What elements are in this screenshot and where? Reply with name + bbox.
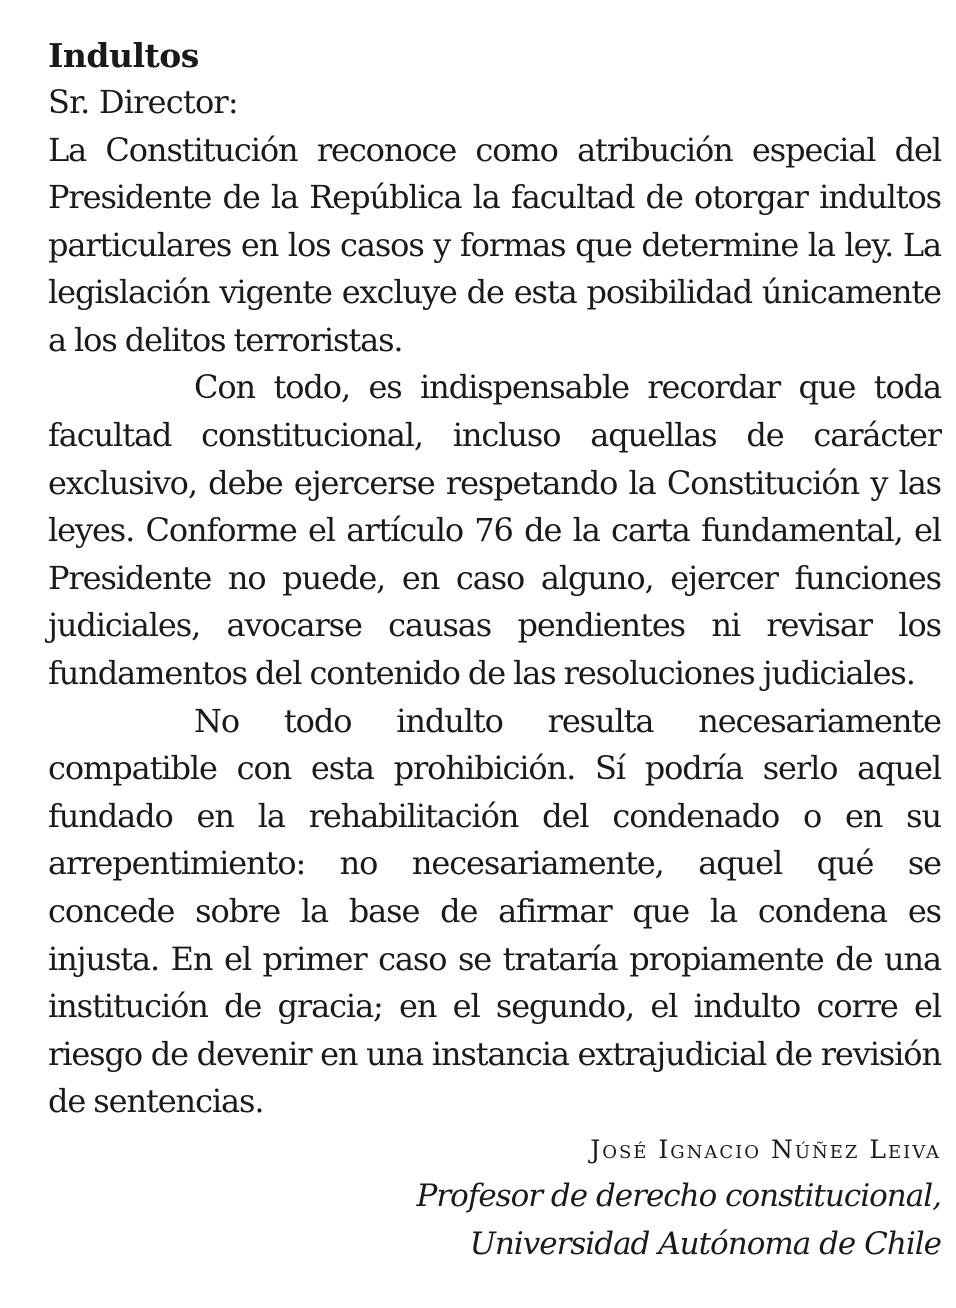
letter-body (48, 32, 941, 1126)
signature-block (417, 1128, 942, 1268)
paragraph-3: No todo indulto resulta necesariamente compatible con esta prohibición. Sí podría serlo aquel fundado en la rehabilitación del condenado o en su arrepentimiento: no necesariamente, aquel qué se concede sobre la base de afirmar que la condena es injusta. En el primer caso se trataría propiamente de una institución de gracia; en el segundo, el indulto corre el riesgo de devenir en una instancia extrajudicial de revisión de sentencias. (48, 701, 941, 1121)
letter-title: Indultos (48, 36, 199, 75)
author-name: José Ignacio Núñez Leiva (590, 1135, 941, 1164)
author-position: Profesor de derecho constitucional, (416, 1178, 941, 1214)
author-institution: Universidad Autónoma de Chile (469, 1226, 941, 1262)
paragraph-2: Con todo, es indispensable recordar que toda facultad constitucional, incluso aquellas de carácter exclusivo, debe ejercerse respetando la Constitución y las leyes. Conforme el artículo 76 de la carta fundamental, el Presidente no puede, en caso alguno, ejercer funciones judiciales, avocarse causas pendientes ni revisar los fundamentos del contenido de las resoluciones judiciales. (48, 368, 941, 693)
salutation: Sr. Director: (48, 83, 238, 121)
paragraph-1: La Constitución reconoce como atribución especial del Presidente de la República la facultad de otorgar indultos particulares en los casos y formas que determine la ley. La legislación vigente excluye de esta posibilidad únicamente a los delitos terroristas. (48, 130, 941, 359)
